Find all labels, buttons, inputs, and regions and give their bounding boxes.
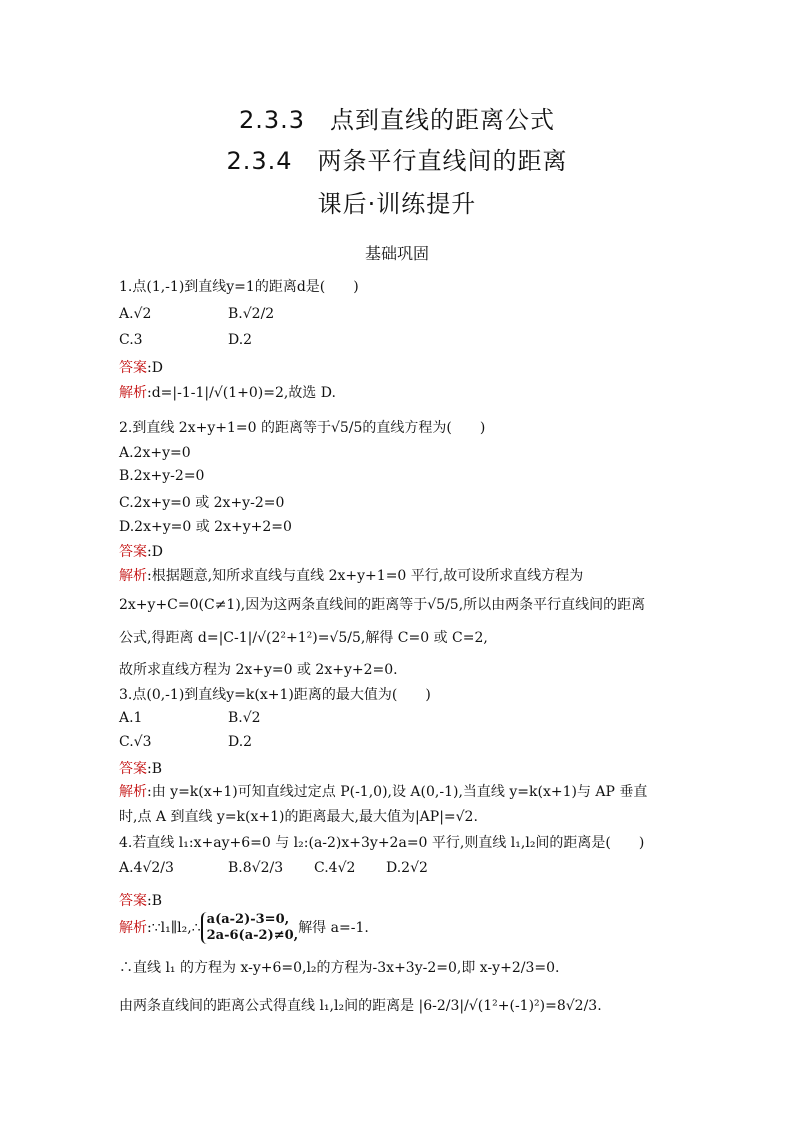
- q2-option-a: A.2x+y=0: [119, 445, 191, 461]
- q4-analysis-1: 解析:∵l₁∥l₂,∴ a(a-2)-3=0, 2a-6(a-2)≠0, 解得 a=-1.: [119, 912, 369, 943]
- q1-option-b: B.√2/2: [228, 306, 275, 322]
- q1-option-c: C.3: [119, 332, 143, 348]
- q3-analysis-1: 解析:由 y=k(x+1)可知直线过定点 P(-1,0),设 A(0,-1),当直线 y=k(x+1)与 AP 垂直: [119, 784, 648, 800]
- q1-option-d: D.2: [228, 332, 253, 348]
- q2-analysis-1: 解析:根据题意,知所求直线与直线 2x+y+1=0 平行,故可设所求直线方程为: [119, 568, 584, 584]
- q1-answer: 答案:D: [119, 360, 163, 376]
- q4-analysis-2: ∴直线 l₁ 的方程为 x-y+6=0,l₂的方程为-3x+3y-2=0,即 x-y+2/3=0.: [119, 960, 560, 976]
- q2-option-c: C.2x+y=0 或 2x+y-2=0: [119, 495, 285, 511]
- analysis-label: 解析: [119, 385, 147, 401]
- answer-label: 答案: [119, 360, 147, 376]
- q2-option-d: D.2x+y=0 或 2x+y+2=0: [119, 519, 292, 535]
- q4-answer: 答案:B: [119, 893, 163, 909]
- q3-stem: 3.点(0,-1)到直线y=k(x+1)距离的最大值为( ): [119, 687, 431, 703]
- q3-option-c: C.√3: [119, 734, 152, 750]
- q2-analysis-4: 故所求直线方程为 2x+y=0 或 2x+y+2=0.: [119, 662, 398, 678]
- q2-analysis-3: 公式,得距离 d=|C-1|/√(2²+1²)=√5/5,解得 C=0 或 C=2,: [119, 630, 488, 646]
- q2-stem: 2.到直线 2x+y+1=0 的距离等于√5/5的直线方程为( ): [119, 420, 486, 436]
- q4-stem: 4.若直线 l₁:x+ay+6=0 与 l₂:(a-2)x+3y+2a=0 平行,则直线 l₁,l₂间的距离是( ): [119, 835, 645, 851]
- title-line-1: 2.3.3 点到直线的距离公式: [238, 106, 556, 134]
- q1-option-a: A.√2: [119, 306, 152, 322]
- q4-option-d: D.2√2: [386, 860, 428, 876]
- q3-option-a: A.1: [119, 710, 143, 726]
- q3-answer: 答案:B: [119, 761, 163, 777]
- title-line-2: 2.3.4 两条平行直线间的距离: [226, 147, 568, 175]
- q3-analysis-2: 时,点 A 到直线 y=k(x+1)的距离最大,最大值为|AP|=√2.: [119, 809, 478, 825]
- section-heading: 基础巩固: [364, 244, 429, 263]
- q2-analysis-2: 2x+y+C=0(C≠1),因为这两条直线间的距离等于√5/5,所以由两条平行直线间的距离: [119, 597, 646, 613]
- q3-option-d: D.2: [228, 734, 253, 750]
- q4-option-b: B.8√2/3: [228, 860, 284, 876]
- q4-analysis-3: 由两条直线间的距离公式得直线 l₁,l₂间的距离是 |6-2/3|/√(1²+(-1)²)=8√2/3.: [119, 998, 602, 1014]
- title-line-3: 课后·训练提升: [317, 190, 477, 218]
- equation-system: a(a-2)-3=0, 2a-6(a-2)≠0,: [201, 912, 299, 944]
- q2-option-b: B.2x+y-2=0: [119, 468, 205, 484]
- q3-option-b: B.√2: [228, 710, 261, 726]
- q1-analysis: 解析:d=|-1-1|/√(1+0)=2,故选 D.: [119, 385, 336, 401]
- q2-answer: 答案:D: [119, 544, 163, 560]
- q4-option-c: C.4√2: [314, 860, 356, 876]
- q4-option-a: A.4√2/3: [119, 860, 174, 876]
- q1-stem: 1.点(1,-1)到直线y=1的距离d是( ): [119, 279, 359, 295]
